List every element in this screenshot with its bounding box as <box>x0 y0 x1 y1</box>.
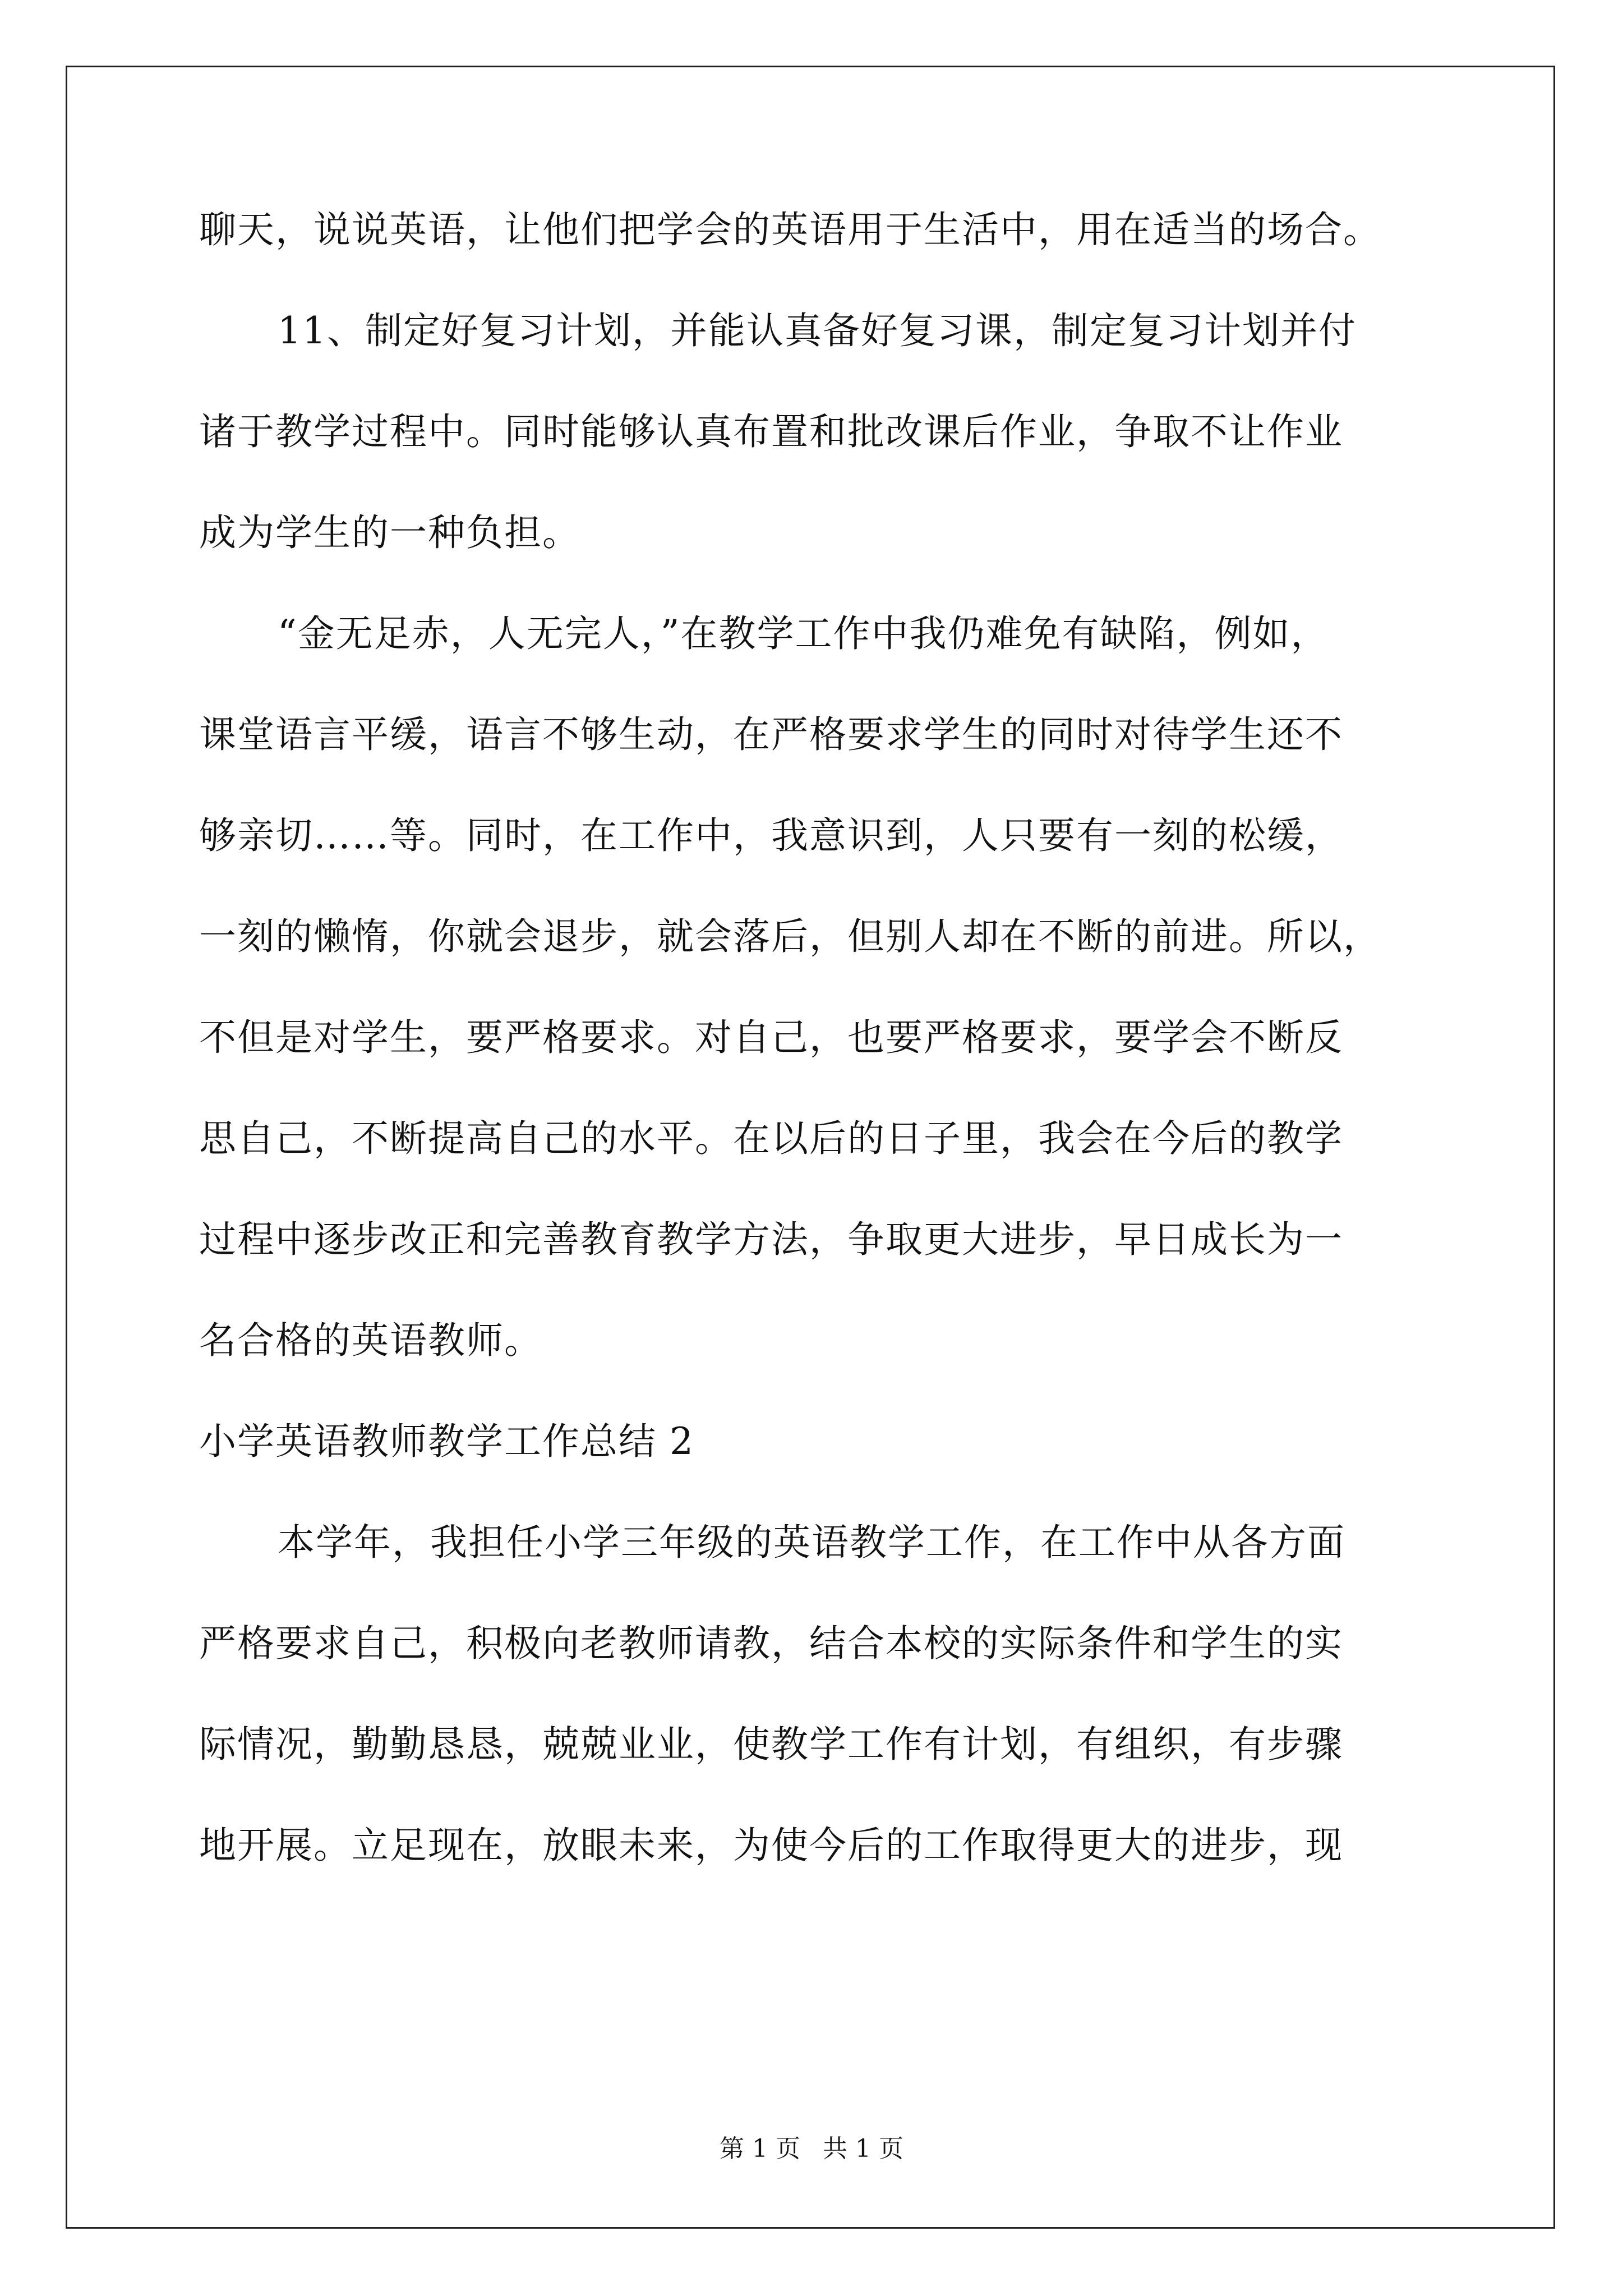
section-title: 小学英语教师教学工作总结 2 <box>199 1420 694 1463</box>
body-line: 诸于教学过程中。同时能够认真布置和批改课后作业，争取不让作业 <box>199 410 1343 453</box>
body-line: 够亲切……等。同时，在工作中，我意识到，人只要有一刻的松缓， <box>199 814 1343 857</box>
body-line: 过程中逐步改正和完善教育教学方法，争取更大进步，早日成长为一 <box>199 1218 1343 1261</box>
body-line: 本学年，我担任小学三年级的英语教学工作，在工作中从各方面 <box>278 1521 1345 1564</box>
body-line: 11、制定好复习计划，并能认真备好复习课，制定复习计划并付 <box>278 309 1357 352</box>
body-line: 成为学生的一种负担。 <box>199 511 580 554</box>
body-line: 一刻的懒惰，你就会退步，就会落后，但别人却在不断的前进。所以， <box>199 915 1381 958</box>
body-line: 思自己，不断提高自己的水平。在以后的日子里，我会在今后的教学 <box>199 1117 1343 1160</box>
page-number: 第 1 页 <box>720 2134 800 2163</box>
body-line: 名合格的英语教师。 <box>199 1319 542 1362</box>
body-line: 聊天，说说英语，让他们把学会的英语用于生活中，用在适当的场合。 <box>199 208 1381 251</box>
body-line: “金无足赤，人无完人，”在教学工作中我仍难免有缺陷，例如， <box>278 612 1329 655</box>
page-footer <box>0 2133 1623 2165</box>
page-total: 共 1 页 <box>823 2134 903 2163</box>
body-line: 严格要求自己，积极向老教师请教，结合本校的实际条件和学生的实 <box>199 1622 1343 1665</box>
body-line: 不但是对学生，要严格要求。对自己，也要严格要求，要学会不断反 <box>199 1016 1343 1059</box>
body-line: 际情况，勤勤恳恳，兢兢业业，使教学工作有计划，有组织，有步骤 <box>199 1723 1343 1766</box>
body-line: 地开展。立足现在，放眼未来，为使今后的工作取得更大的进步，现 <box>199 1824 1343 1867</box>
body-line: 课堂语言平缓，语言不够生动，在严格要求学生的同时对待学生还不 <box>199 713 1343 756</box>
